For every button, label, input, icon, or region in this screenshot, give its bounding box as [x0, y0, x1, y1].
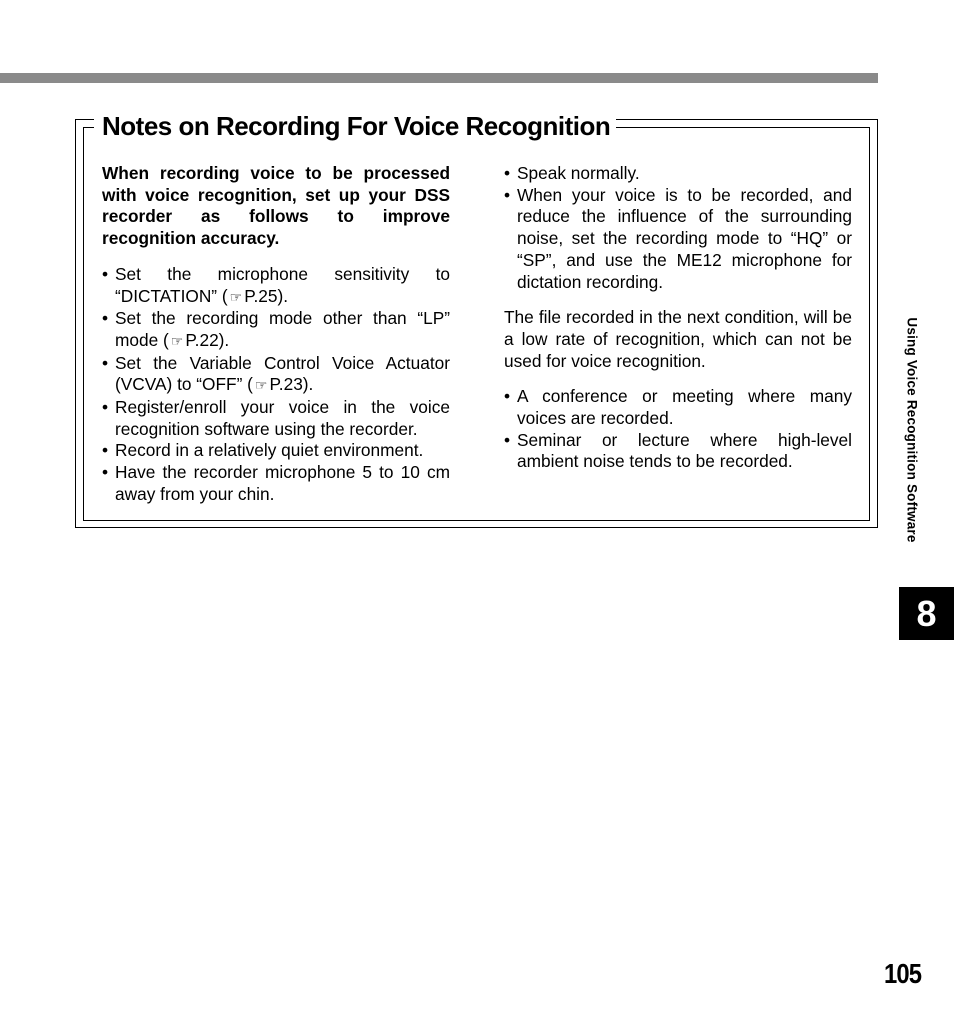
bullet-dot: • — [102, 440, 109, 461]
page-title: Notes on Recording For Voice Recognition — [102, 110, 611, 141]
reference-icon: ☞ — [229, 288, 243, 305]
bullet-text: Speak normally. — [517, 163, 640, 183]
chapter-tab — [899, 587, 954, 640]
bullet-text: When your voice is to be recorded, and reduce the influence of the surrounding noise, set the recording mode to “HQ” or “SP”, and use the ME12 microphone for dictation recording. — [517, 184, 852, 292]
list-item — [102, 397, 450, 440]
list-item — [504, 386, 852, 429]
bullet-text: Set the recording mode other than “LP” mode ( — [115, 308, 450, 350]
bullet-text: A conference or meeting where many voices are recorded. — [517, 386, 852, 429]
bullet-text: Set the microphone sensitivity to “DICTATION” ( — [115, 263, 450, 306]
page-reference: P.23). — [269, 374, 314, 395]
list-item — [102, 353, 450, 397]
bullet-dot: • — [102, 462, 109, 483]
condition-paragraph: The file recorded in the next condition, will be a low rate of recognition, which can not be used for voice recognition. — [504, 307, 852, 371]
right-bullet-list-top — [504, 163, 852, 293]
left-column — [102, 163, 450, 520]
reference-icon: ☞ — [254, 377, 268, 394]
page-reference: P.22). — [185, 329, 230, 350]
list-item — [102, 462, 450, 505]
bullet-text: Set the Variable Control Voice Actuator (VCVA) to “OFF” ( — [115, 352, 450, 395]
bullet-dot: • — [102, 397, 109, 418]
bullet-text: Register/enroll your voice in the voice recognition software using the recorder. — [115, 397, 450, 439]
list-item — [504, 163, 852, 185]
bullet-dot: • — [504, 163, 511, 183]
title-container — [94, 106, 616, 146]
chapter-number: 8 — [916, 592, 937, 634]
bullet-dot: • — [102, 308, 109, 329]
list-item — [504, 185, 852, 294]
intro-text: When recording voice to be processed with voice recognition, set up your DSS recorder as follows to improve recognition accuracy. — [102, 163, 450, 249]
list-item — [102, 264, 450, 308]
bullet-dot: • — [102, 352, 109, 373]
bullet-text: Seminar or lecture where high-level ambient noise tends to be recorded. — [517, 429, 852, 472]
right-bullet-list-bottom — [504, 386, 852, 473]
right-column — [504, 163, 852, 487]
list-item — [504, 430, 852, 473]
bullet-dot: • — [102, 263, 109, 284]
list-item — [102, 308, 450, 352]
bullet-dot: • — [504, 386, 511, 407]
list-item — [102, 440, 450, 462]
page-reference: P.25). — [244, 285, 289, 306]
bullet-dot: • — [504, 184, 511, 205]
page-number: 105 — [884, 958, 922, 989]
bullet-dot: • — [504, 429, 511, 450]
section-side-label: Using Voice Recognition Software — [904, 317, 920, 543]
reference-icon: ☞ — [170, 332, 184, 349]
bullet-text: Record in a relatively quiet environment. — [115, 440, 424, 461]
left-bullet-list — [102, 264, 450, 506]
header-rule — [0, 73, 878, 83]
bullet-text: Have the recorder microphone 5 to 10 cm away from your chin. — [115, 462, 450, 504]
